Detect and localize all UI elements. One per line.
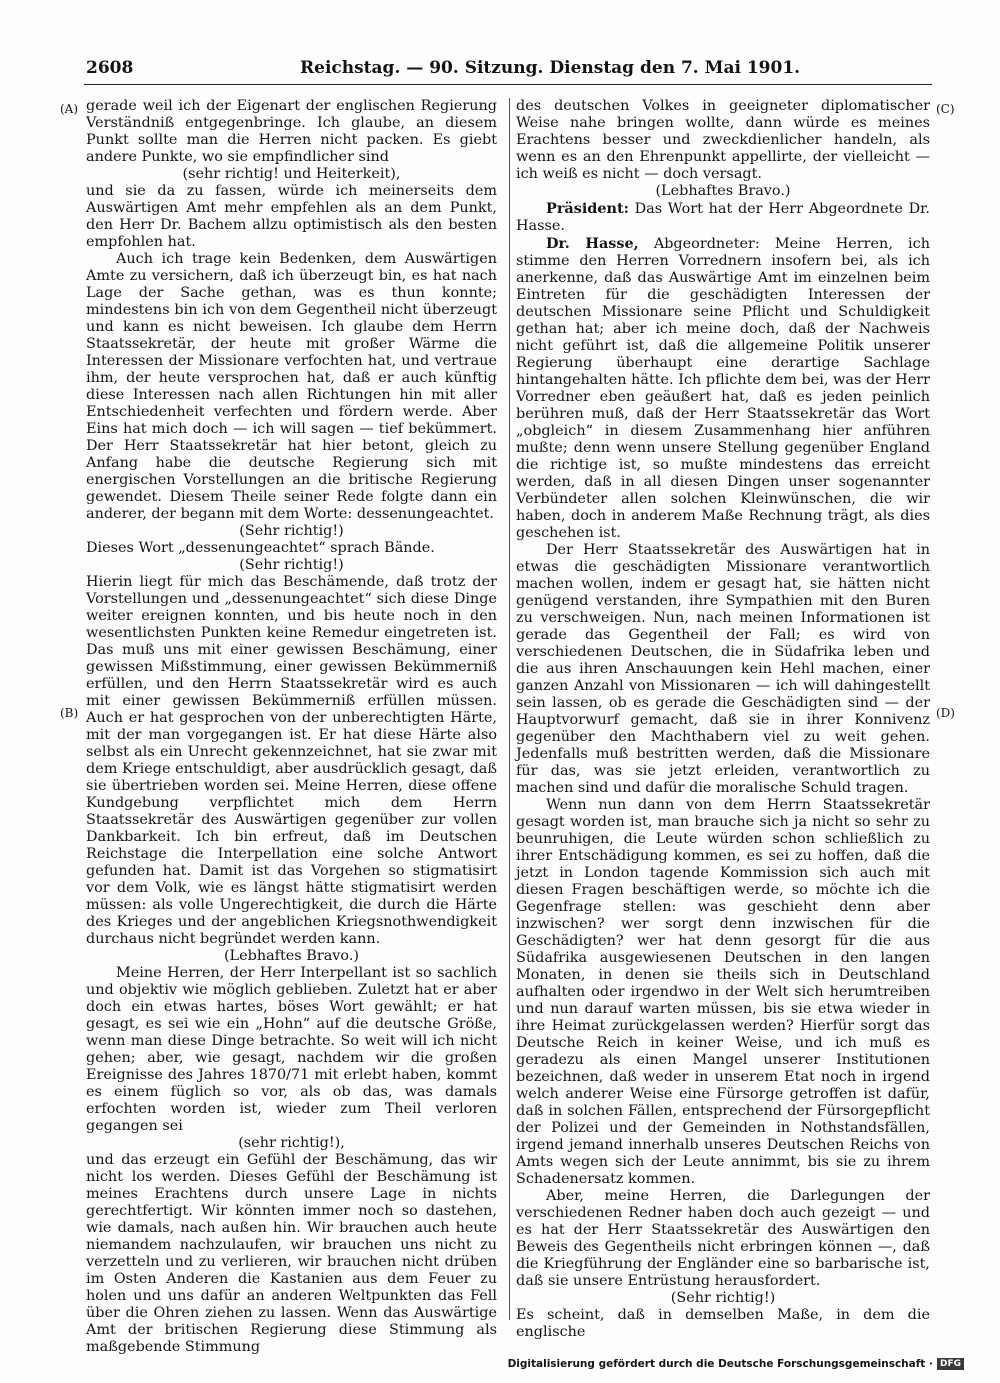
header-rule — [84, 84, 932, 85]
paragraph — [516, 797, 930, 1188]
right-text-column — [516, 98, 930, 1340]
paragraph — [516, 98, 930, 183]
page-header-title: Reichstag. — 90. Sitzung. Dienstag den 7. Mai 1901. — [300, 58, 801, 78]
paragraph-text: und das erzeugt ein Gefühl der Beschämung, das wir nicht los werden. Dieses Gefühl der Beschämung ist meines Erachtens durch unsere Lage in nichts gerechtfertigt. Wir könnten immer noch so dastehen, wie damals, nach außen hin. Wir brauchen auch heute niemandem nachzulaufen, wir brauchen uns nicht zu verzetteln und zu verlieren, wir brauchen nicht drüben im Osten Anderen die Kastanien aus dem Feuer zu holen und uns dafür an anderen Weltpunkten das Fell über die Ohren ziehen zu lassen. Wenn das Auswärtige Amt der britischen Regierung diese Stimmung als maßgebende Stimmung — [86, 1152, 497, 1355]
paragraph-text: Auch ich trage kein Bedenken, dem Auswärtigen Amte zu versichern, daß ich überzeugt bin, es hat nach Lage der Sache gethan, was es thun konnte; mindestens bin ich von dem Gegentheil nicht überzeugt und kann es nicht beweisen. Ich glaube dem Herrn Staatssekretär, der heute mit großer Wärme die Interessen der Missionare verfochten hat, und vertraue ihm, der heute versprochen hat, daß er auch künftig diese Interessen nach allen Richtungen hin mit aller Entschiedenheit verfechten und fördern werde. Aber Eins hat mich doch — ich will sagen — tief bekümmert. Der Herr Staatssekretär hat hier betont, gleich zu Anfang habe die deutsche Regierung sich mit energischen Vorstellungen an die britische Regierung gewendet. Diesem Theile seiner Rede folgte dann ein anderer, der begann mit dem Worte: dessenungeachtet. — [86, 251, 497, 522]
interjection — [86, 523, 497, 540]
margin-mark-b: (B) — [60, 706, 79, 720]
paragraph-text: (Sehr richtig!) — [239, 557, 344, 573]
paragraph — [516, 235, 930, 542]
paragraph — [516, 200, 930, 235]
paragraph-text: (Lebhaftes Bravo.) — [223, 948, 360, 964]
footer-text: Digitalisierung gefördert durch die Deutsche Forschungsgemeinschaft · — [507, 1358, 933, 1370]
paragraph-text: (Sehr richtig!) — [239, 523, 344, 539]
left-text-column — [86, 98, 497, 1355]
paragraph — [86, 98, 497, 166]
speaker-name: Präsident: — [546, 200, 629, 217]
paragraph-text: des deutschen Volkes in geeigneter diplomatischer Weise nahe bringen wollte, dann würde es meines Erachtens besser und zweckdienlicher handeln, als wenn es an den Ehrenpunkt appellirte, der vielleicht — ich weiß es nicht — doch versagt. — [516, 98, 930, 182]
interjection — [86, 557, 497, 574]
paragraph-text: Wenn nun dann von dem Herrn Staatssekretär gesagt worden ist, man brauche sich ja nicht so sehr zu beunruhigen, die Leute würden schon schließlich zu ihrer Entschädigung kommen, es sei zu hoffen, daß die jetzt in London tagende Kommission sich auch mit diesen Fragen beschäftigen werde, so möchte ich die Gegenfrage stellen: was geschieht denn aber inzwischen? wer sorgt denn inzwischen für die Geschädigten? wer hat denn gesorgt für die aus Südafrika ausgewiesenen Deutschen in den langen Monaten, in denen sie theils sich in Deutschland aufhalten oder irgendwo in der Welt sich herumtreiben und nun darauf warten müssen, bis sie etwa wieder in ihre Heimat zurückgelassen werden? Hierfür sorgt das Deutsche Reich in keiner Weise, und ich muß es geradezu als einen Mangel unserer Institutionen bezeichnen, daß weder in unserem Etat noch in irgend welch anderer Weise eine Fürsorge getroffen ist dafür, daß in solchen Fällen, entsprechend der Fürsorgepflicht der Polizei und der Gemeinden in Nothstandsfällen, irgend jemand innerhalb unseres Deutschen Reichs von Amts wegen sich der Leute annimmt, bis sie zu ihrem Schadenersatz kommen. — [516, 797, 930, 1187]
paragraph-text: Das Wort hat der Herr Abgeordnete Dr. Hasse. — [516, 201, 930, 234]
paragraph-text: Aber, meine Herren, die Darlegungen der verschiedenen Redner haben doch auch gezeigt — und es hat der Herr Staatssekretär des Auswärtigen den Beweis des Gegentheils nicht erbringen können —, daß die Kriegführung der Engländer eine so barbarische ist, daß sie unsere Entrüstung herausfordert. — [516, 1188, 930, 1289]
page-number: 2608 — [86, 58, 134, 78]
paragraph-text: (Sehr richtig!) — [670, 1290, 776, 1306]
paragraph — [86, 574, 497, 948]
paragraph-text: (sehr richtig!), — [238, 1135, 345, 1151]
paragraph-text: Es scheint, daß in demselben Maße, in dem die englische — [516, 1307, 930, 1340]
interjection — [86, 1135, 497, 1152]
interjection — [516, 183, 930, 200]
paragraph — [86, 1152, 497, 1356]
paragraph — [86, 540, 497, 557]
paragraph-text: Dieses Wort „dessenungeachtet“ sprach Bände. — [86, 540, 435, 556]
paragraph — [516, 1188, 930, 1290]
paragraph-text: gerade weil ich der Eigenart der englischen Regierung Verständniß entgegenbringe. Ich glaube, an diesem Punkt sollte man die Herren nicht packen. Es giebt andere Punkte, wo sie empfindlicher sind — [86, 98, 497, 165]
margin-mark-d: (D) — [936, 706, 955, 720]
paragraph-text: Hierin liegt für mich das Beschämende, daß trotz der Vorstellungen und „dessenungeachtet“ sich diese Dinge weiter ereignen konnten, und bis heute noch in den wesentlichsten Punkten keine Remedur eingetreten ist. Das muß uns mit einer gewissen Beschämung, einer gewissen Mißstimmung, einer gewissen Bekümmerniß erfüllen, und den Herrn Staatssekretär wird es auch mit einer gewissen Bekümmerniß erfüllen müssen. Auch er hat gesprochen von der unberechtigten Härte, mit der man vorgegangen ist. Er hat diese Härte also selbst als ein Unrecht gekennzeichnet, hat sie zwar mit dem Kriege entschuldigt, aber ausdrücklich gesagt, daß sie übertrieben worden sei. Meine Herren, diese offene Kundgebung verpflichtet mich dem Herrn Staatssekretär des Auswärtigen gegenüber zur vollen Dankbarkeit. Ich bin erfreut, daß im Deutschen Reichstage die Interpellation eine solche Antwort gefunden hat. Damit ist das Vorgehen so stigmatisirt vor dem Volk, wie es längst hätte stigmatisirt werden müssen: als volle Ungerechtigkeit, die durch die Härte des Krieges und der angeblichen Kriegsnothwendigkeit durchaus nicht begründet werden kann. — [86, 574, 497, 947]
paragraph-text: (Lebhaftes Bravo.) — [655, 183, 791, 199]
paragraph-text: Abgeordneter: Meine Herren, ich stimme den Herren Vorrednern insofern bei, als ich anerkenne, daß das Auswärtige Amt im einzelnen beim Eintreten für die geschädigten Interessen der deutschen Missionare seine Pflicht und Schuldigkeit gethan hat; aber ich meine doch, daß der Nachweis nicht geführt ist, daß die allgemeine Politik unserer Regierung überhaupt eine derartige Sachlage hintangehalten hätte. Ich pflichte dem bei, was der Herr Vorredner eben geäußert hat, daß es jeden peinlich berühren muß, daß der Herr Staatssekretär das Wort „obgleich“ in diesem Zusammenhang hier anführen mußte; denn wenn unsere Stellung gegenüber England die richtige ist, so mußte mindestens das erreicht werden, daß in all diesen Dingen unser sogenannter Verbündeter allen solchen Kleinwünschen, die wir haben, doch in anderem Maße Rechnung trägt, als dies geschehen ist. — [516, 236, 930, 541]
paragraph — [516, 542, 930, 797]
paragraph-text: und sie da zu fassen, würde ich meinerseits dem Auswärtigen Amt mehr empfehlen als an dem Punkt, den Herr Dr. Bachem allzu optimistisch als den besten empfohlen hat. — [86, 183, 497, 250]
paragraph — [86, 183, 497, 251]
paragraph-text: (sehr richtig! und Heiterkeit), — [182, 166, 401, 182]
paragraph — [86, 251, 497, 523]
column-divider — [509, 98, 510, 1320]
interjection — [86, 166, 497, 183]
footer-credit — [508, 1358, 964, 1370]
interjection — [516, 1290, 930, 1307]
paragraph-text: Meine Herren, der Herr Interpellant ist so sachlich und objektiv wie möglich geblieben. Zuletzt hat er aber doch ein etwas hartes, böses Wort gewählt; er hat gesagt, es sei wie ein „Hohn“ auf die deutsche Größe, wenn man diese Dinge betrachte. So weit will ich nicht gehen; aber, wie gesagt, nachdem wir die großen Ereignisse des Jahres 1870/71 mit erlebt haben, kommt es einem füglich so vor, als ob das, was damals erfochten worden ist, wieder zum Theil verloren gegangen sei — [86, 965, 497, 1134]
paragraph — [86, 965, 497, 1135]
margin-mark-c: (C) — [936, 102, 955, 116]
margin-mark-a: (A) — [60, 102, 79, 116]
paragraph — [516, 1307, 930, 1341]
paragraph-text: Der Herr Staatssekretär des Auswärtigen hat in etwas die geschädigten Missionare verantwortlich machen wollen, indem er gesagt hat, sie hätten nicht genügend verstanden, ihre Sympathien mit den Buren zu verschweigen. Nun, nach meinen Informationen ist gerade das Gegentheil der Fall; es wird von verschiedenen Deutschen, die in Südafrika leben und die aus ihren Anschauungen kein Hehl machen, einer ganzen Anzahl von Missionaren — ich will dahingestellt sein lassen, ob es gerade die Geschädigten sind — der Hauptvorwurf gemacht, daß sie in ihrer Konnivenz gegenüber den Machthabern viel zu weit gehen. Jedenfalls muß bestritten werden, daß die Missionare für das, was sie jetzt erleiden, verantwortlich zu machen sind und dafür die moralische Schuld tragen. — [516, 542, 930, 796]
interjection — [86, 948, 497, 965]
speaker-name: Dr. Hasse, — [546, 235, 639, 252]
dfg-logo: DFG — [937, 1358, 964, 1370]
